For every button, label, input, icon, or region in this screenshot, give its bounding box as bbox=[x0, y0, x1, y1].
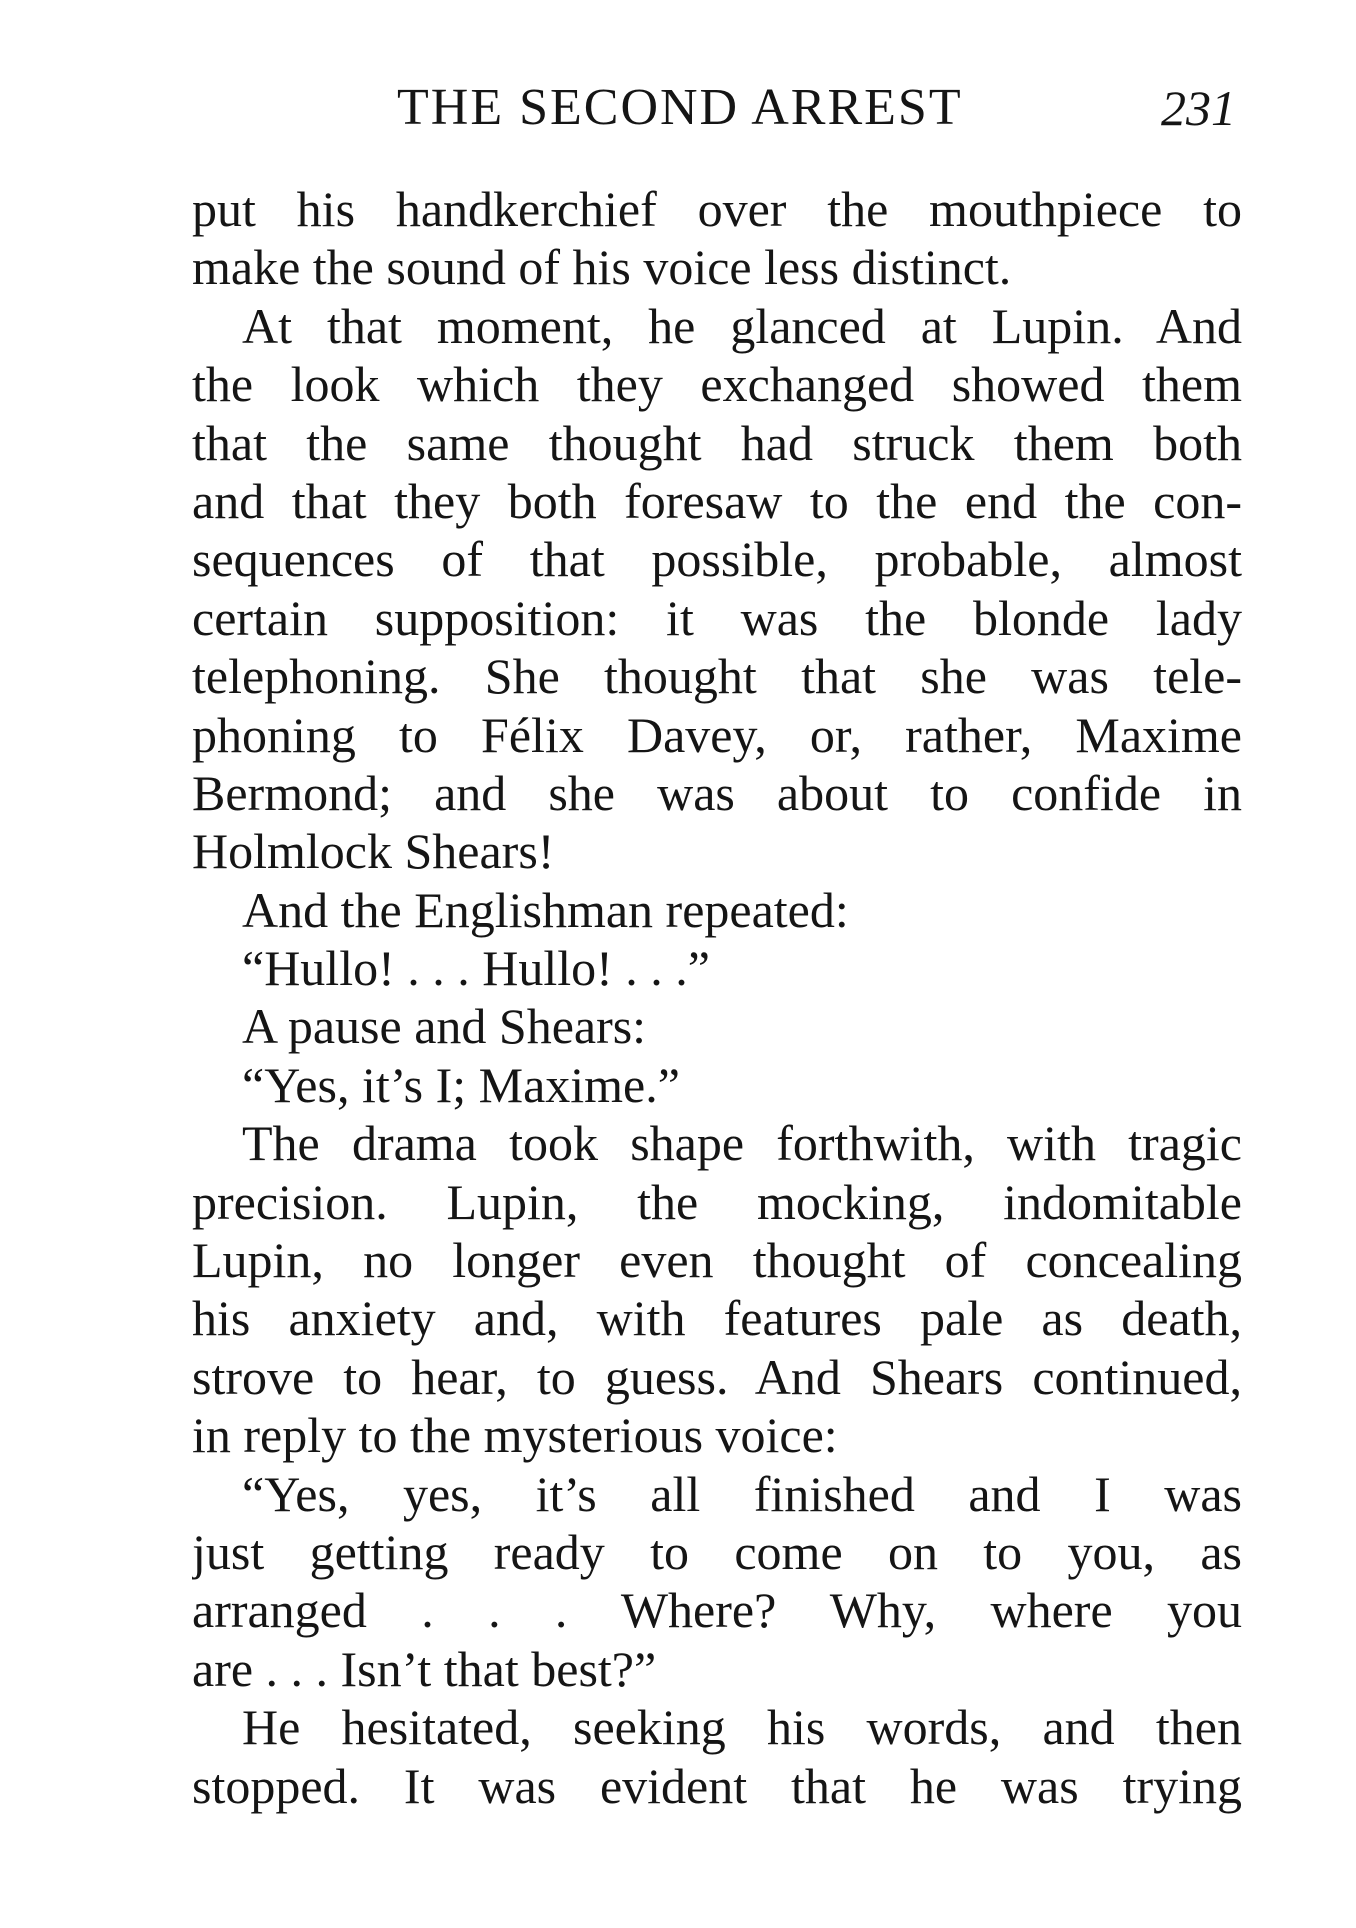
text-line: Bermond; and she was about to confide in bbox=[192, 764, 1242, 821]
body-text bbox=[192, 180, 1242, 1815]
page-number: 231 bbox=[1161, 80, 1236, 136]
text-line: his anxiety and, with features pale as death, bbox=[192, 1290, 1242, 1347]
text-line: Lupin, no longer even thought of concealing bbox=[192, 1232, 1242, 1289]
text-line: Holmlock Shears! bbox=[192, 823, 555, 880]
running-header bbox=[192, 78, 1242, 138]
text-line: the look which they exchanged showed them bbox=[192, 356, 1242, 413]
text-line: in reply to the mysterious voice: bbox=[192, 1407, 838, 1464]
text-line: stopped. It was evident that he was trying bbox=[192, 1757, 1242, 1814]
text-line: strove to hear, to guess. And Shears continued, bbox=[192, 1348, 1242, 1405]
text-line: are . . . Isn’t that best?” bbox=[192, 1640, 657, 1697]
text-line: “Hullo! . . . Hullo! . . .” bbox=[242, 940, 710, 997]
text-line: telephoning. She thought that she was tele- bbox=[192, 648, 1242, 705]
text-line: He hesitated, seeking his words, and then bbox=[242, 1699, 1242, 1756]
chapter-title: THE SECOND ARREST bbox=[397, 79, 963, 136]
text-line: And the Englishman repeated: bbox=[242, 881, 849, 938]
text-line: arranged . . . Where? Why, where you bbox=[192, 1582, 1242, 1639]
text-line: certain supposition: it was the blonde lady bbox=[192, 589, 1242, 646]
text-line: “Yes, yes, it’s all finished and I was bbox=[242, 1465, 1242, 1522]
text-line: phoning to Félix Davey, or, rather, Maxime bbox=[192, 706, 1242, 763]
text-line: At that moment, he glanced at Lupin. And bbox=[242, 297, 1242, 354]
text-line: The drama took shape forthwith, with tragic bbox=[242, 1115, 1242, 1172]
text-line: make the sound of his voice less distinct. bbox=[192, 239, 1012, 296]
text-line: just getting ready to come on to you, as bbox=[192, 1523, 1242, 1580]
text-line: precision. Lupin, the mocking, indomitable bbox=[192, 1173, 1242, 1230]
text-line: and that they both foresaw to the end the con- bbox=[192, 472, 1242, 529]
text-line: sequences of that possible, probable, almost bbox=[192, 531, 1242, 588]
text-line: A pause and Shears: bbox=[242, 998, 647, 1055]
text-line: that the same thought had struck them both bbox=[192, 414, 1242, 471]
text-line: “Yes, it’s I; Maxime.” bbox=[242, 1056, 680, 1113]
text-line: put his handkerchief over the mouthpiece to bbox=[192, 181, 1242, 237]
